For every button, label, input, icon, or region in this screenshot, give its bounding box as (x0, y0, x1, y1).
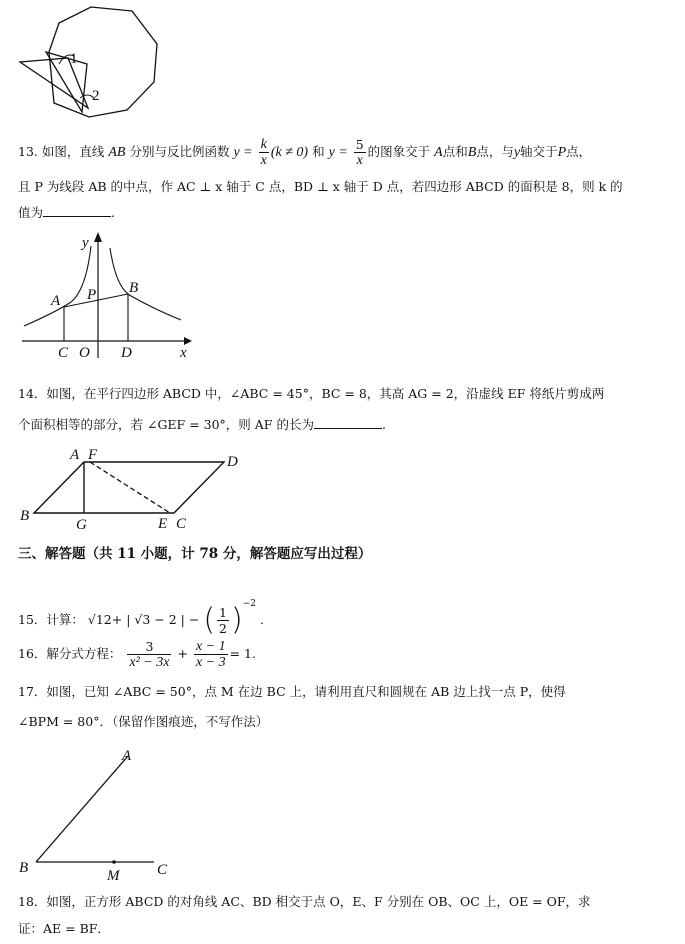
answer-blank-13[interactable] (43, 204, 111, 217)
fraction-5-over-x: $\frac{5}{x}$ (355, 137, 364, 168)
fig13-label-A: A (51, 293, 61, 309)
ray-BA (36, 756, 128, 862)
fig14-label-D: D (227, 454, 238, 470)
q13-line2: 且 P 为线段 AB 的中点，作 AC ⊥ x 轴于 C 点，BD ⊥ x 轴于 D 点，若四边形 ABCD 的面积是 8，则 k 的 (18, 179, 623, 194)
fig13-label-P: P (87, 287, 97, 303)
fig14-label-A: A (70, 447, 80, 463)
fig13-label-D: D (121, 345, 132, 361)
hyperbola-right (110, 248, 181, 320)
fig12-label-2: 2 (92, 88, 100, 104)
fig13-label-O: O (79, 345, 90, 361)
y-axis-arrow (94, 232, 102, 242)
q18-line2: 证：AE = BF． (18, 921, 110, 936)
fig17-label-B: B (19, 860, 29, 876)
figure-13-graph (16, 228, 201, 363)
fig14-label-E: E (158, 516, 168, 532)
fig13-label-C: C (58, 345, 69, 361)
q13-line1: 13. 如图，直线 AB 分别与反比例函数 y = $\frac{k}{x}$ (k ≠ 0) 和 y = $\frac{5}{x}$ 的图象交于 A点和B点，与y轴交于P点， (18, 137, 592, 168)
fig17-label-M: M (107, 868, 120, 884)
point-M (112, 860, 116, 864)
q14-line2: 个面积相等的部分，若 ∠GEF = 30°，则 AF 的长为 . (18, 417, 386, 432)
fig13-label-B: B (129, 280, 139, 296)
q17-line2: ∠BPM = 80°．（保留作图痕迹，不写作法） (18, 714, 269, 729)
q15-line: 15．计算： √12+ | √3 − 2 | − ( $\frac{1}{2}$ )$^{-2}$ . (18, 599, 264, 638)
figure-17-angle (14, 740, 194, 885)
fig12-label-1: 1 (70, 51, 78, 67)
fig14-label-F: F (88, 447, 98, 463)
answer-blank-14[interactable] (314, 416, 382, 429)
parallelogram-ABCD (34, 462, 224, 513)
section-3-heading: 三、解答题（共 11 小题，计 78 分，解答题应写出过程） (18, 546, 372, 562)
fig17-label-A: A (122, 748, 132, 764)
fraction-k-over-x: $\frac{k}{x}$ (260, 137, 267, 168)
figure-12-polygon (14, 0, 174, 125)
fraction-x-1-over-x-3: $\frac{x - 1}{x - 3}$ (195, 639, 226, 670)
x-axis-arrow (184, 337, 192, 345)
fraction-1-over-2: $\frac{1}{2}$ (219, 605, 227, 636)
q18-line1: 18．如图，正方形 ABCD 的对角线 AC、BD 相交于点 O，E、F 分别在 OB、OC 上，OE = OF，求 (18, 894, 591, 909)
fig14-label-G: G (76, 517, 87, 532)
q17-line1: 17．如图，已知 ∠ABC = 50°，点 M 在边 BC 上，请利用直尺和圆规在 AB 边上找一点 P，使得 (18, 684, 566, 699)
q14-line1: 14．如图，在平行四边形 ABCD 中，∠ABC = 45°，BC = 8，其高 AG = 2，沿虚线 EF 将纸片剪成两 (18, 386, 605, 401)
fig13-label-x: x (180, 345, 187, 361)
fig17-label-C: C (157, 862, 168, 878)
dashed-EF (90, 462, 170, 513)
nonagon-shape (49, 7, 157, 117)
fig14-label-C: C (176, 516, 187, 532)
exponent: −2 (242, 599, 256, 609)
figure-14-parallelogram (14, 440, 254, 532)
q16-line: 16．解分式方程： $\frac{3}{\text{x² − 3x}}$ + $\frac{x - 1}{x - 3}$ = 1. (18, 639, 256, 670)
fig14-label-B: B (20, 508, 30, 524)
fraction-3-over-x2-3x: $\frac{3}{\text{x² − 3x}}$ (129, 639, 170, 670)
sqrt-12: √12 (87, 612, 112, 627)
q13-line3: 值为 . (18, 205, 115, 220)
fig13-label-y: y (82, 235, 89, 251)
hyperbola-left (24, 246, 91, 326)
